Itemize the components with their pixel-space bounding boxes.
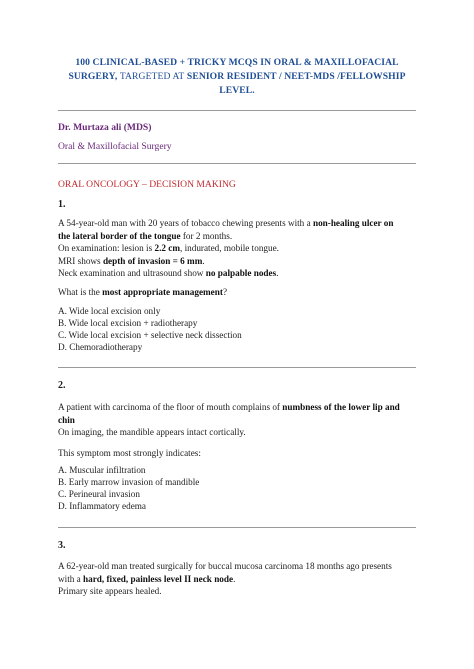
option-d: D. Chemoradiotherapy	[58, 342, 143, 352]
question-number: 2.	[58, 380, 66, 391]
answer-options	[58, 464, 199, 512]
divider	[58, 527, 416, 528]
author-department: Oral & Maxillofacial Surgery	[58, 141, 172, 152]
title-line-2: SURGERY, TARGETED AT SENIOR RESIDENT / NEET-MDS /FELLOWSHIP	[68, 71, 406, 82]
option-a: A. Muscular infiltration	[58, 465, 146, 475]
question-stem: A 54-year-old man with 20 years of tobacco chewing presents with a non-healing ulcer on the lateral border of the tongue for 2 months. On examination: lesion is 2.2 cm, indurated, mobile tongue. MRI shows depth of invasion = 6 mm. Neck examination and ultrasound show no palpable nodes.	[58, 218, 394, 279]
document-title	[58, 56, 416, 98]
option-b: B. Early marrow invasion of mandible	[58, 477, 200, 487]
question-number: 1.	[58, 199, 66, 210]
divider	[58, 367, 416, 368]
question-number: 3.	[58, 540, 66, 551]
question-stem: A patient with carcinoma of the floor of mouth complains of numbness of the lower lip and chin On imaging, the mandible appears intact cortically.	[58, 402, 400, 438]
question-prompt: What is the most appropriate management?	[58, 287, 228, 297]
title-line-1: 100 CLINICAL-BASED + TRICKY MCQS IN ORAL & MAXILLOFACIAL	[75, 57, 399, 68]
answer-options	[58, 305, 242, 353]
question-stem: A 62-year-old man treated surgically for buccal mucosa carcinoma 18 months ago presents with a hard, fixed, painless level II neck node. Primary site appears healed.	[58, 561, 392, 597]
divider	[58, 110, 416, 111]
title-line-3: LEVEL.	[219, 85, 255, 96]
option-c: C. Perineural invasion	[58, 489, 140, 499]
option-d: D. Inflammatory edema	[58, 501, 147, 511]
question-prompt: This symptom most strongly indicates:	[58, 448, 201, 458]
author-name: Dr. Murtaza ali (MDS)	[58, 122, 152, 133]
divider	[58, 163, 416, 164]
section-title: ORAL ONCOLOGY – DECISION MAKING	[58, 179, 236, 190]
option-c: C. Wide local excision + selective neck dissection	[58, 330, 242, 340]
option-b: B. Wide local excision + radiotherapy	[58, 318, 198, 328]
option-a: A. Wide local excision only	[58, 306, 161, 316]
